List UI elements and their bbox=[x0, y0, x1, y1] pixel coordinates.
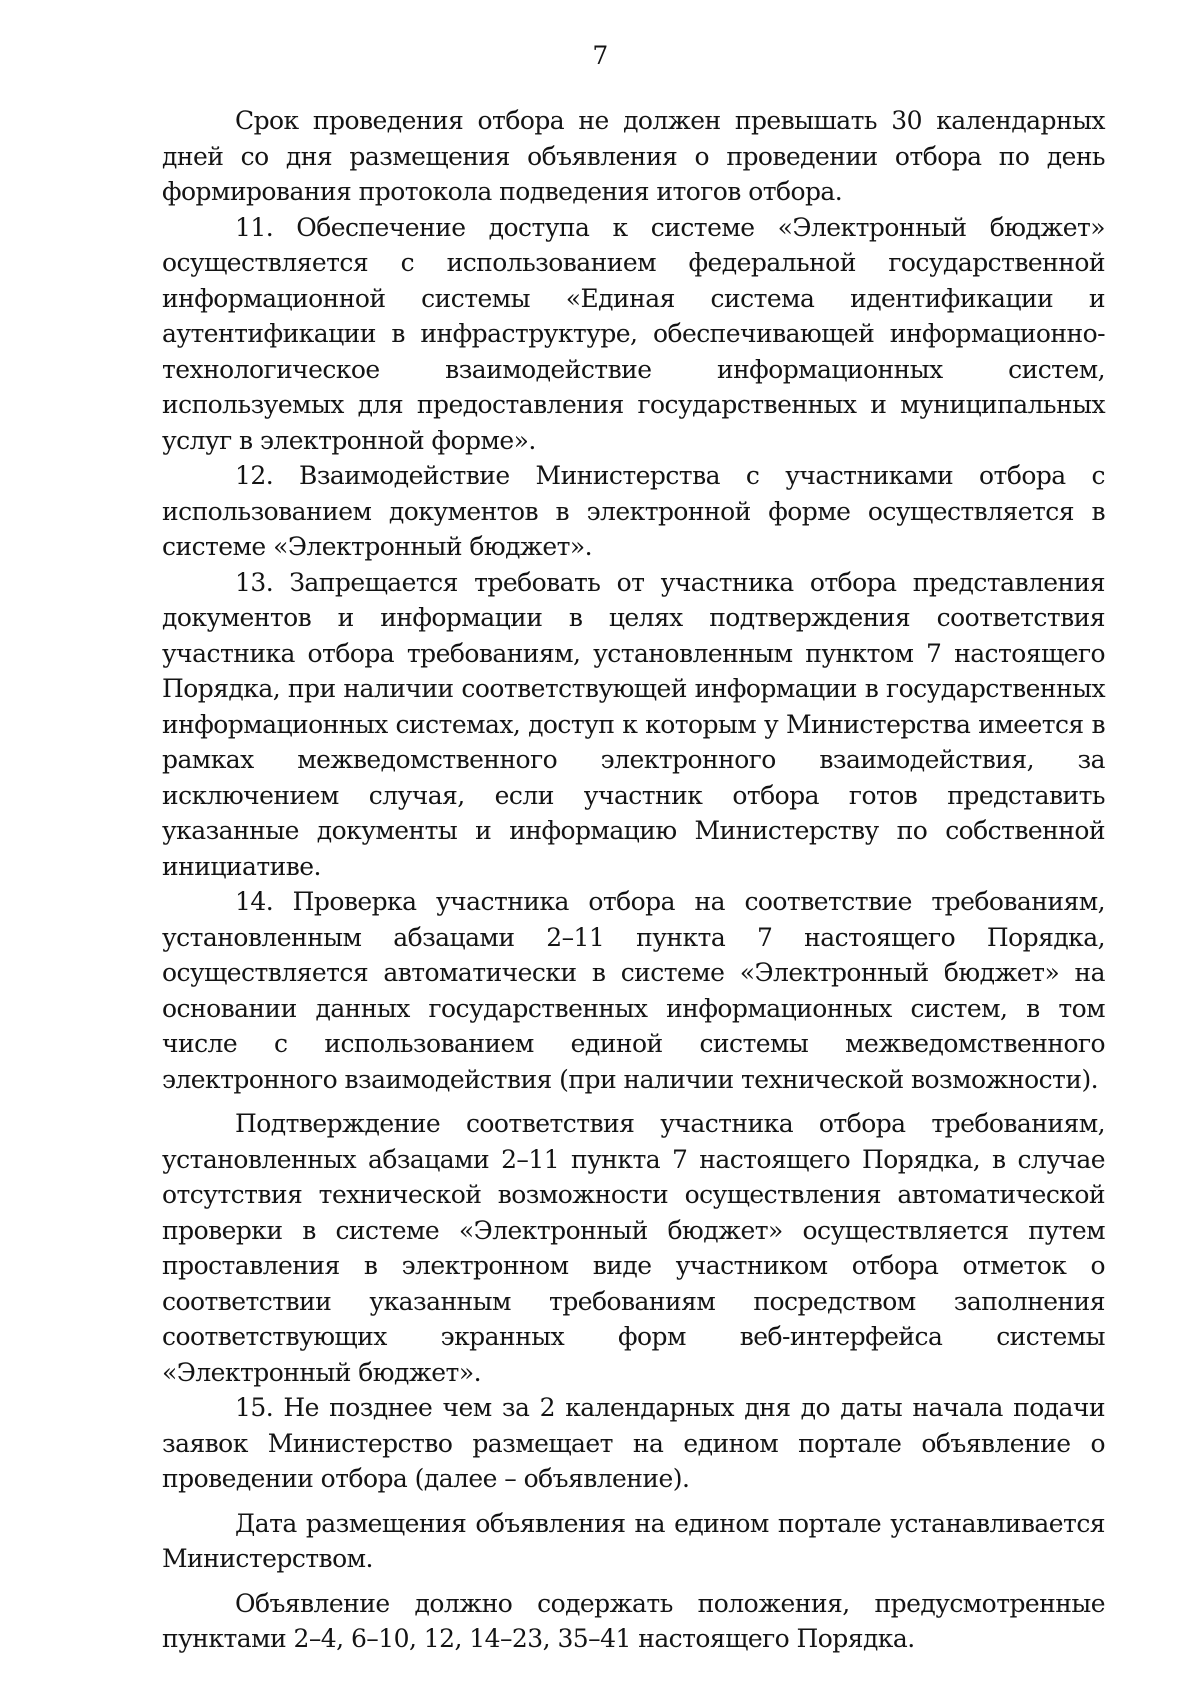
paragraph-announcement-date: Дата размещения объявления на едином портале устанавливается Министерством. bbox=[162, 1508, 1105, 1573]
paragraph-11: 11. Обеспечение доступа к системе «Электронный бюджет» осуществляется с использованием федеральной государственной информационной системы «Единая система идентификации и аутентификации в инфраструктуре, обеспечивающей информационно-технологическое взаимодействие информационных систем, используемых для предоставления государственных и муниципальных услуг в электронной форме». bbox=[162, 212, 1105, 455]
paragraph-13: 13. Запрещается требовать от участника отбора представления документов и информации в целях подтверждения соответствия участника отбора требованиям, установленным пунктом 7 настоящего Порядка, при наличии соответствующей информации в государственных информационных системах, доступ к которым у Министерства имеется в рамках межведомственного электронного взаимодействия, за исключением случая, если участник отбора готов представить указанные документы и информацию Министерству по собственной инициативе. bbox=[162, 567, 1105, 881]
paragraph-confirmation: Подтверждение соответствия участника отбора требованиям, установленных абзацами 2–11 пункта 7 настоящего Порядка, в случае отсутствия технической возможности осуществления автоматической проверки в системе «Электронный бюджет» осуществляется путем проставления в электронном виде участником отбора отметок о соответствии указанным требованиям посредством заполнения соответствующих экранных форм веб-интерфейса системы «Электронный бюджет». bbox=[162, 1109, 1105, 1387]
paragraph-12: 12. Взаимодействие Министерства с участниками отбора с использованием документов в электронной форме осуществляется в системе «Электронный бюджет». bbox=[162, 461, 1105, 561]
page-number: 7 bbox=[592, 41, 608, 70]
paragraph-announcement-content: Объявление должно содержать положения, предусмотренные пунктами 2–4, 6–10, 12, 14–23, 35–41 настоящего Порядка. bbox=[162, 1588, 1105, 1653]
paragraph-14: 14. Проверка участника отбора на соответствие требованиям, установленным абзацами 2–11 пункта 7 настоящего Порядка, осуществляется автоматически в системе «Электронный бюджет» на основании данных государственных информационных систем, в том числе с использованием единой системы межведомственного электронного взаимодействия (при наличии технической возможности). bbox=[162, 887, 1105, 1094]
paragraph-15: 15. Не позднее чем за 2 календарных дня до даты начала подачи заявок Министерство размещает на едином портале объявление о проведении отбора (далее – объявление). bbox=[162, 1393, 1105, 1493]
document-body bbox=[162, 103, 1105, 1657]
paragraph-deadline: Срок проведения отбора не должен превышать 30 календарных дней со дня размещения объявления о проведении отбора по день формирования протокола подведения итогов отбора. bbox=[162, 106, 1105, 206]
